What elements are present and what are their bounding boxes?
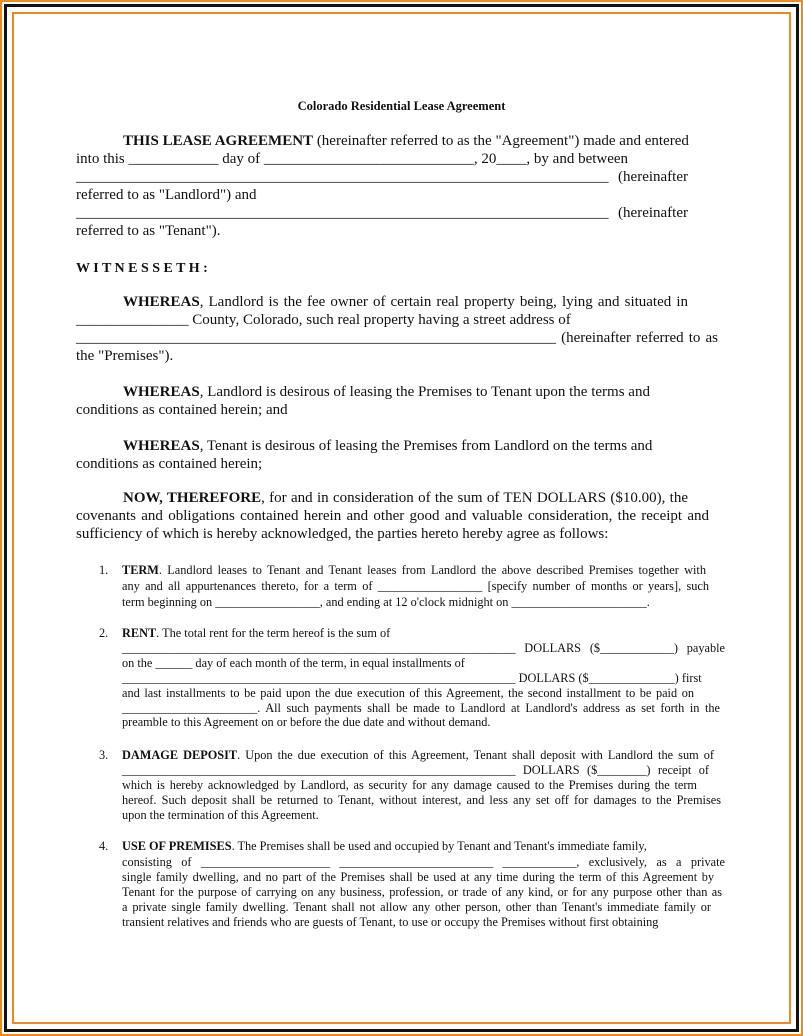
line-text: on the ______ day of each month of the term, in equal installments of bbox=[122, 655, 465, 670]
line-text: a private single family dwelling. Tenant shall not allow any other person, other than Tenant's immediate family or bbox=[122, 899, 711, 914]
line-text: hereof. Such deposit shall be returned to Tenant, without interest, and less any set off for damages to the Premises bbox=[122, 792, 721, 807]
line-text: , Landlord is the fee owner of certain real property being, lying and situated in bbox=[199, 294, 688, 310]
document-line bbox=[122, 870, 714, 885]
line-text: , Tenant is desirous of leasing the Premises from Landlord on the terms and bbox=[199, 438, 653, 454]
line-text: . Upon the due execution of this Agreement, Tenant shall deposit with Landlord the sum of bbox=[237, 747, 714, 762]
document-line bbox=[122, 715, 490, 730]
clause-heading-line bbox=[122, 563, 706, 578]
line-text: . Landlord leases to Tenant and Tenant leases from Landlord the above described Premises together with bbox=[158, 562, 706, 577]
bold-heading: NOW, THEREFORE bbox=[123, 490, 262, 506]
document-line bbox=[76, 186, 257, 204]
document-line bbox=[76, 168, 688, 186]
clause-number: 1. bbox=[99, 562, 109, 577]
document-line bbox=[122, 763, 709, 778]
bold-heading: DAMAGE DEPOSIT bbox=[122, 747, 238, 762]
line-text: referred to as "Tenant"). bbox=[76, 223, 221, 239]
document-line bbox=[76, 260, 208, 277]
line-text: _______________________________________________________________________ (hereinafter bbox=[76, 205, 688, 221]
line-text: single family dwelling, and no part of the Premises shall be used at any time during the term of this Agreement by bbox=[122, 869, 714, 884]
document-line bbox=[122, 595, 650, 610]
clause-heading-line bbox=[122, 748, 714, 763]
document-title: Colorado Residential Lease Agreement bbox=[297, 99, 506, 113]
bold-heading: WHEREAS bbox=[123, 438, 200, 454]
bold-heading: USE OF PREMISES bbox=[122, 838, 232, 853]
document-line bbox=[122, 686, 694, 701]
line-text: preamble to this Agreement on or before the due date and without demand. bbox=[122, 714, 491, 729]
document-line bbox=[122, 579, 709, 594]
bold-heading: WHEREAS bbox=[123, 294, 200, 310]
bold-heading: W I T N E S S E T H : bbox=[76, 260, 208, 276]
document-line bbox=[123, 132, 688, 150]
clause-heading-line bbox=[122, 839, 647, 854]
line-text: ________________________________________________________________ (hereinafter referred to as bbox=[76, 330, 718, 346]
document-line bbox=[76, 401, 288, 419]
line-text: into this ____________ day of ____________________________, 20____, by and between bbox=[76, 151, 629, 167]
document-line bbox=[122, 808, 319, 823]
line-text: . The Premises shall be used and occupied by Tenant and Tenant's immediate family, bbox=[231, 838, 647, 853]
line-text: ________________________________________________________________ DOLLARS ($____________) payable bbox=[122, 640, 725, 655]
line-text: sufficiency of which is hereby acknowledged, the parties hereto hereby agree as follows: bbox=[76, 526, 609, 542]
document-line bbox=[76, 222, 220, 240]
line-text: referred to as "Landlord") and bbox=[76, 187, 257, 203]
document-line bbox=[122, 915, 658, 930]
line-text: term beginning on _________________, and ending at 12 o'clock midnight on ______________________. bbox=[122, 594, 650, 609]
line-text: _______________________________________________________________________ (hereinafter bbox=[76, 169, 688, 185]
document-line bbox=[122, 641, 725, 656]
line-text: ________________________________________________________________ DOLLARS ($________) receipt of bbox=[122, 762, 709, 777]
line-text: consisting of _____________________ _________________________ ____________, exclusively, as a private bbox=[122, 854, 725, 869]
document-line bbox=[122, 793, 721, 808]
document-line bbox=[123, 437, 652, 455]
line-text: (hereinafter referred to as the "Agreement") made and entered bbox=[313, 133, 689, 149]
line-text: covenants and obligations contained herein and other good and valuable consideration, the receipt and bbox=[76, 508, 709, 524]
document-line bbox=[76, 204, 688, 222]
document-line bbox=[76, 150, 628, 168]
document-line bbox=[123, 383, 650, 401]
line-text: transient relatives and friends who are guests of Tenant, to use or occupy the Premises without first obtaining bbox=[122, 914, 659, 929]
document-line bbox=[122, 670, 702, 686]
bold-heading: TERM bbox=[122, 562, 159, 577]
line-text: the "Premises"). bbox=[76, 348, 174, 364]
clause-number: 2. bbox=[99, 625, 109, 640]
clause-heading-line bbox=[122, 626, 390, 641]
document-line bbox=[122, 855, 725, 870]
document-line bbox=[122, 656, 465, 671]
document-line bbox=[122, 778, 697, 793]
line-text: conditions as contained herein; bbox=[76, 456, 263, 472]
document-line bbox=[123, 293, 688, 311]
document-line bbox=[76, 455, 262, 473]
document-line bbox=[76, 347, 173, 365]
document-line bbox=[76, 329, 718, 347]
line-text: conditions as contained herein; and bbox=[76, 402, 288, 418]
document-line bbox=[123, 489, 688, 507]
document-line bbox=[122, 701, 720, 716]
line-text: any and all appurtenances thereto, for a term of _________________ [specify number of months or years], such bbox=[122, 578, 709, 593]
document-line bbox=[76, 507, 709, 525]
line-text: upon the termination of this Agreement. bbox=[122, 807, 319, 822]
clause-number: 4. bbox=[99, 838, 109, 853]
line-text: which is hereby acknowledged by Landlord, as security for any damage caused to the Premises during the term bbox=[122, 777, 697, 792]
document-line bbox=[122, 900, 711, 915]
line-text: ______________________. All such payments shall be made to Landlord at Landlord's address as set forth in the bbox=[122, 700, 720, 715]
line-text: , for and in consideration of the sum of TEN DOLLARS ($10.00), the bbox=[261, 490, 688, 506]
bold-heading: RENT bbox=[122, 625, 157, 640]
document-line bbox=[122, 885, 722, 900]
bold-heading: WHEREAS bbox=[123, 384, 200, 400]
line-text: _______________ County, Colorado, such real property having a street address of bbox=[76, 312, 571, 328]
clause-number: 3. bbox=[99, 747, 109, 762]
line-text: , Landlord is desirous of leasing the Premises to Tenant upon the terms and bbox=[199, 384, 650, 400]
document-line bbox=[76, 311, 571, 329]
line-text: and last installments to be paid upon the due execution of this Agreement, the second installment to be paid on bbox=[122, 685, 694, 700]
line-text: ________________________________________________________________ DOLLARS ($______________) first bbox=[122, 670, 702, 685]
document-line bbox=[76, 525, 608, 543]
line-text: Tenant for the purpose of carrying on any business, profession, or trade of any kind, or for any purpose other than as bbox=[122, 884, 722, 899]
line-text: . The total rent for the term hereof is the sum of bbox=[156, 625, 391, 640]
bold-heading: THIS LEASE AGREEMENT bbox=[123, 133, 314, 149]
